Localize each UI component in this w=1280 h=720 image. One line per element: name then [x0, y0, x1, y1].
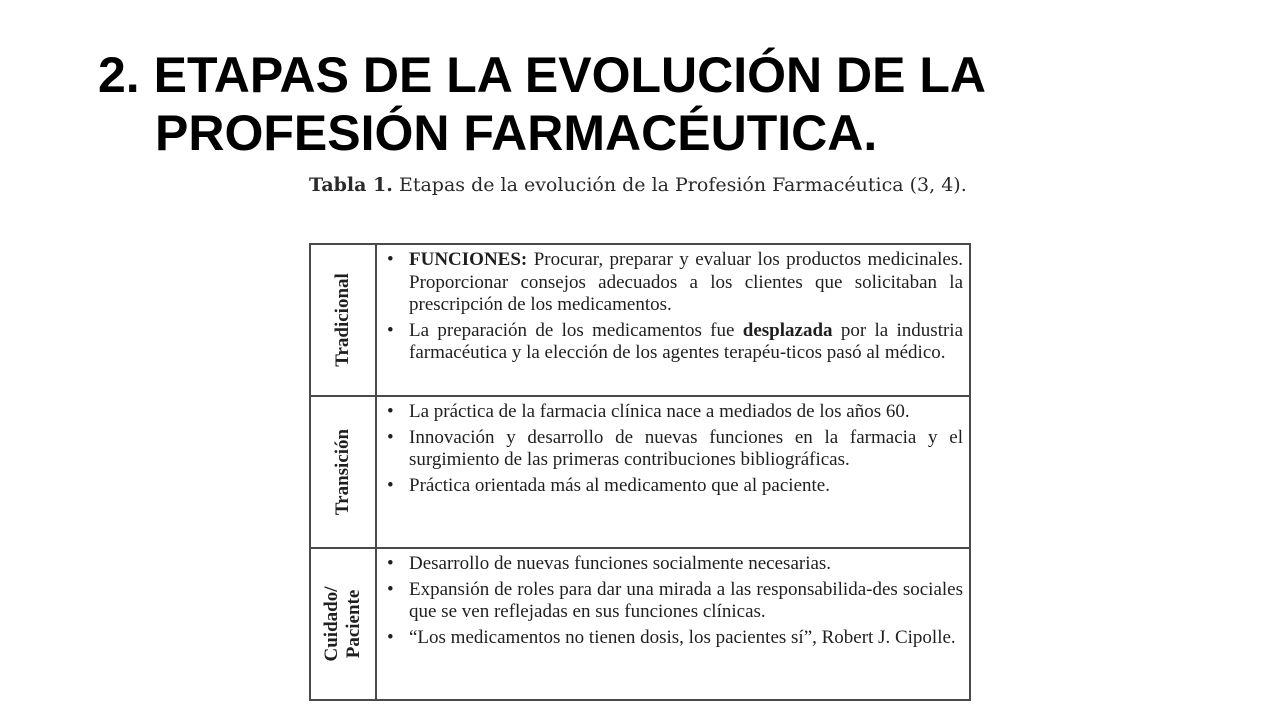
bullet-text: Procurar, preparar y evaluar los productos medicinales. Proporcionar consejos adecuados a los clientes que solicitaban la prescripción de los medicamentos. — [409, 249, 964, 315]
slide-title-line-1: 2. ETAPAS DE LA EVOLUCIÓN DE LA — [98, 47, 987, 103]
list-item — [385, 475, 963, 498]
bullet-text: Desarrollo de nuevas funciones socialmente necesarias. — [409, 553, 832, 574]
list-item — [385, 401, 963, 424]
bullet-text: “Los medicamentos no tienen dosis, los pacientes sí”, Robert J. Cipolle. — [409, 626, 956, 648]
stage-name-text: Tradicional — [332, 273, 353, 367]
stage-name-text: Transición — [332, 428, 353, 516]
bullet-text: Práctica orientada más al medicamento que al paciente. — [409, 474, 830, 496]
bullet-bold-text: desplazada — [742, 319, 833, 341]
bullet-text-before: La preparación de los medicamentos fue — [409, 319, 735, 341]
stage-name-cell — [310, 244, 376, 396]
bullet-list — [377, 549, 969, 656]
bullet-text-after: por la industria farmacéutica y la elección de los agentes terapéu-ticos pasó al médico. — [409, 319, 964, 363]
stage-description-cell — [376, 396, 970, 548]
list-item — [385, 249, 963, 317]
bullet-bold-text: FUNCIONES: — [409, 249, 528, 270]
list-item — [385, 553, 963, 576]
list-item — [385, 320, 963, 365]
stage-name — [332, 273, 354, 367]
stage-description-cell — [376, 244, 970, 396]
slide-title-line-2: PROFESIÓN FARMACÉUTICA. — [155, 105, 878, 161]
table-row-cuidado-paciente — [310, 548, 970, 700]
list-item — [385, 627, 963, 650]
table-caption — [309, 170, 969, 200]
stage-name — [332, 429, 354, 515]
bullet-text: La práctica de la farmacia clínica nace a mediados de los años 60. — [409, 401, 910, 422]
stage-name-cell — [310, 548, 376, 700]
list-item — [385, 427, 963, 472]
bullet-text: Expansión de roles para dar una mirada a las responsabilida-des sociales que se ven reflejadas en sus funciones clínicas. — [409, 578, 963, 622]
table-caption-label: Tabla 1. — [309, 174, 393, 196]
list-item — [385, 579, 963, 624]
bullet-list — [377, 245, 969, 372]
stages-table — [309, 243, 971, 701]
bullet-list — [377, 397, 969, 504]
stage-name-text: Paciente — [343, 589, 364, 659]
table-row-transicion — [310, 396, 970, 548]
table-row-tradicional — [310, 244, 970, 396]
slide-title — [98, 46, 1218, 162]
stage-description-cell — [376, 548, 970, 700]
bullet-text: Innovación y desarrollo de nuevas funciones en la farmacia y el surgimiento de las primeras contribuciones bibliográficas. — [409, 426, 963, 470]
table-caption-text: Etapas de la evolución de la Profesión Farmacéutica (3, 4). — [398, 174, 967, 196]
stage-name-cell — [310, 396, 376, 548]
stage-name — [321, 587, 365, 662]
stage-name-text: Cuidado/ — [321, 586, 342, 662]
